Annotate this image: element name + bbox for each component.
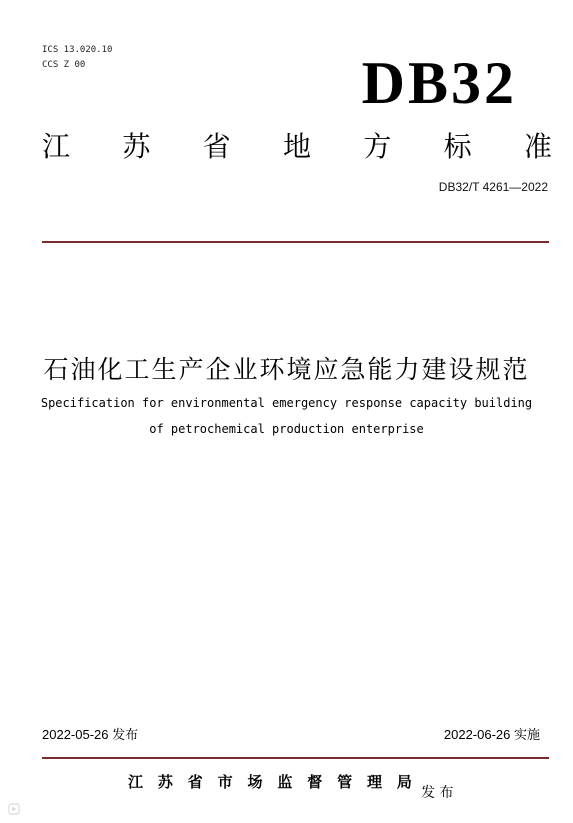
issuing-authority: [128, 773, 412, 791]
issuer-char: 理: [367, 773, 383, 791]
issuer-char: 省: [187, 773, 203, 791]
category-char: 苏: [122, 130, 151, 163]
issuer-action: 发 布: [421, 785, 454, 801]
document-title-english-line2: of petrochemical production enterprise: [149, 422, 424, 436]
publish-date: 2022-05-26 发布: [42, 727, 139, 742]
bottom-divider: [42, 757, 549, 759]
implement-date: 2022-06-26 实施: [443, 727, 540, 742]
standard-category: [42, 130, 552, 164]
category-char: 省: [202, 130, 231, 163]
top-divider: [42, 241, 549, 243]
ics-code: ICS 13.020.10: [42, 45, 113, 55]
document-title-chinese: 石油化工生产企业环境应急能力建设规范: [43, 355, 530, 384]
standard-code-mark: DB32: [361, 50, 517, 116]
issuer-char: 江: [128, 773, 144, 791]
category-char: 江: [42, 130, 71, 163]
ccs-code: CCS Z 00: [42, 60, 86, 70]
category-char: 标: [443, 130, 472, 163]
issuer-char: 督: [307, 773, 323, 791]
issuer-char: 苏: [157, 773, 173, 791]
watermark-icon: [8, 803, 20, 815]
issuer-char: 市: [217, 773, 233, 791]
issuer-char: 场: [247, 773, 263, 791]
category-char: 地: [282, 130, 311, 163]
issuer-char: 监: [277, 773, 293, 791]
issuer-char: 局: [396, 773, 412, 791]
document-title-english-line1: Specification for environmental emergency response capacity building: [40, 396, 533, 410]
category-char: 准: [523, 130, 552, 163]
issuer-char: 管: [337, 773, 353, 791]
standard-number: DB32/T 4261—2022: [438, 180, 548, 194]
category-char: 方: [363, 130, 392, 163]
